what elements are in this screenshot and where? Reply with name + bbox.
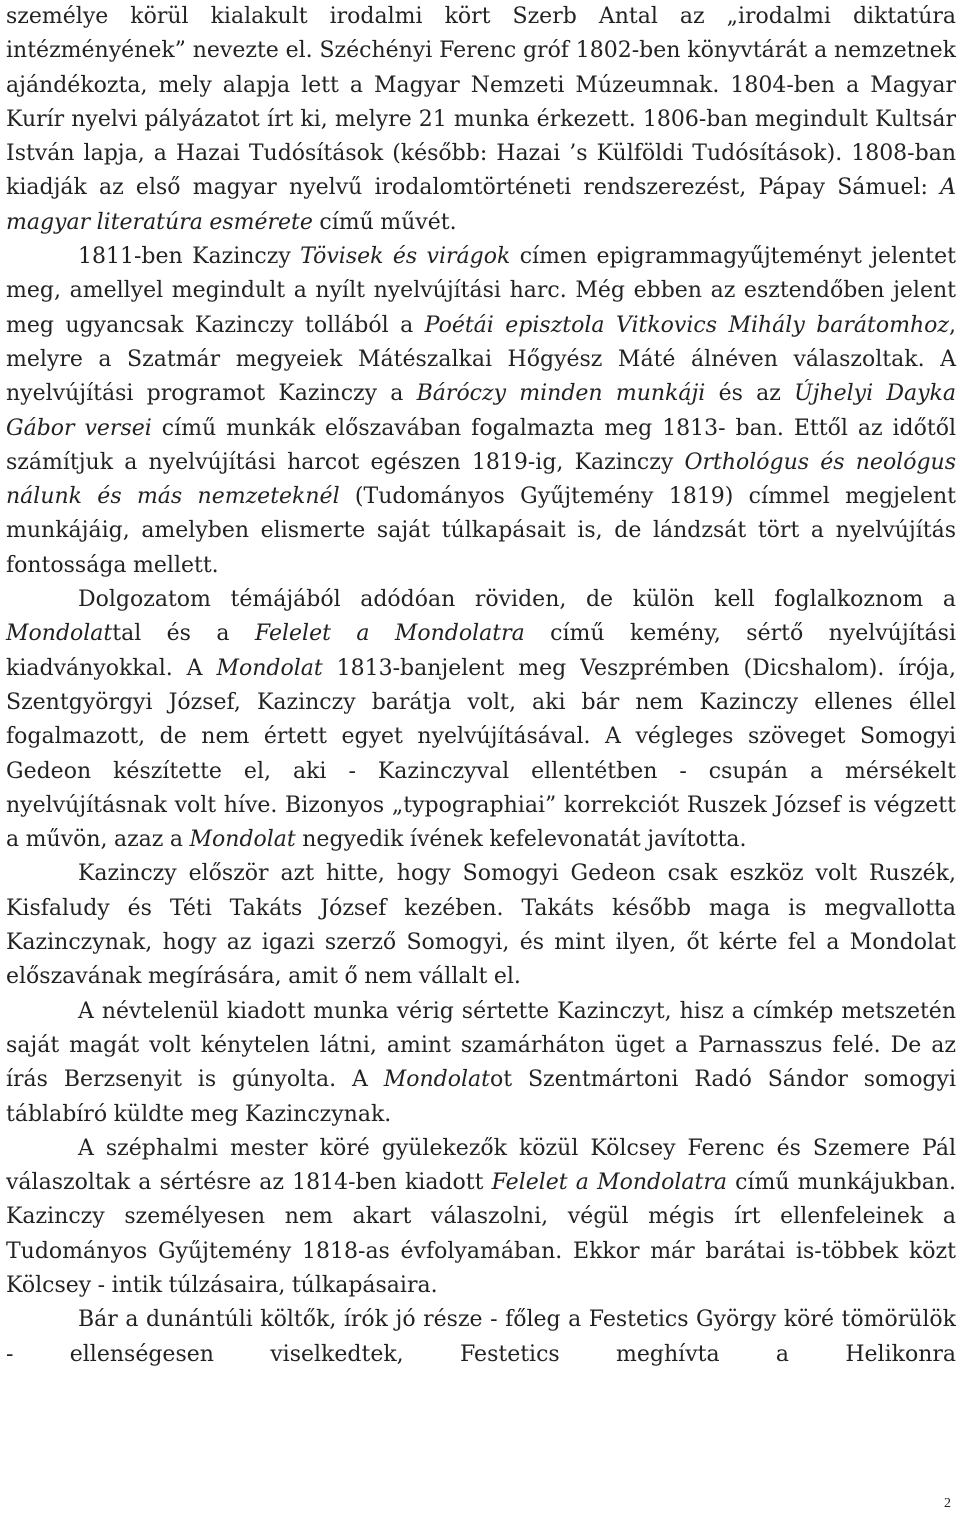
document-body <box>6 0 956 1372</box>
italic-title: Felelet a Mondolatra <box>254 621 525 647</box>
paragraph <box>6 240 956 583</box>
italic-title: Felelet a Mondolatra <box>491 1170 727 1196</box>
text-run: tal és a <box>112 621 255 647</box>
text-run: negyedik ívének kefelevonatát javította. <box>295 827 747 853</box>
italic-title: Mondolat <box>383 1067 490 1093</box>
italic-title: Tövisek és virágok <box>300 244 511 270</box>
text-run: A névtelenül kiadott munka vérig sértette Kazinczyt, hisz a címkép metszetén saját magát volt kénytelen látni, amint szamárháton üget a Parnasszus felé. De az írás Berzsenyit is gúnyolta. A <box>6 998 956 1093</box>
italic-title: Báróczy minden munkáji <box>416 381 706 407</box>
italic-title: Mondolat <box>189 827 296 853</box>
text-run: című kemény, sértő nyelvújítási kiadványokkal. A <box>6 621 956 681</box>
text-run: és az <box>705 381 795 407</box>
page-number: 2 <box>944 1496 951 1511</box>
italic-title: Orthológus és neológus nálunk és más nemzeteknél <box>6 449 957 510</box>
text-run: címen epigrammagyűjteményt jelentet meg, amellyel megindult a nyílt nyelvújítási harc. Még ebben az esztendőben jelent meg ugyancsak Kazinczy tollából a <box>6 244 957 338</box>
text-run: 1811-ben Kazinczy <box>78 244 301 270</box>
italic-title: Mondolat <box>6 621 113 647</box>
text-run: című munkájukban. Kazinczy személyesen nem akart válaszolni, végül mégis írt ellenfeleinek a Tudományos Gyűjtemény 1818-as évfolyamában. Ekkor már barátai is-többek közt Kölcsey - intik túlzásaira, túlkapásaira. <box>6 1170 956 1298</box>
italic-title: A magyar literatúra esmérete <box>6 175 956 235</box>
italic-title: Mondolat <box>216 655 323 681</box>
paragraph <box>6 1303 956 1372</box>
italic-title: Újhelyi Dayka Gábor versei <box>6 381 956 441</box>
text-run: ot Szentmártoni Radó Sándor somogyi táblabíró küldte meg Kazinczynak. <box>6 1067 956 1127</box>
text-run: 1813-banjelent meg Veszprémben (Dicshalom). írója, Szentgyörgyi József, Kazinczy barátja volt, aki bár nem Kazinczy ellenes éllel fogalmazott, de nem értett egyet nyelvújításával. A végleges szöveget Somogyi Gedeon készítette el, aki - Kazinczyval ellentétben - csupán a mérsékelt nyelvújításnak volt híve. Bizonyos „typographiai” korrekciót Ruszek József is végzett a művön, azaz a <box>6 655 956 853</box>
paragraph <box>6 857 956 994</box>
text-run: (Tudományos Gyűjtemény 1819) címmel megjelent munkájáig, amelyben elismerte saját túlkapásait is, de lándzsát tört a nyelvújítás fontossága mellett. <box>6 484 956 578</box>
paragraph <box>6 995 956 1132</box>
text-run: A széphalmi mester köré gyülekezők közül Kölcsey Ferenc és Szemere Pál válaszoltak a sértésre az 1814-ben kiadott <box>6 1135 956 1196</box>
text-run: , melyre a Szatmár megyeiek Mátészalkai Hőgyész Máté álnéven válaszoltak. A nyelvújítási programot Kazinczy a <box>6 312 956 407</box>
text-run: Bár a dunántúli költők, írók jó része - főleg a Festetics György köré tömörülök - ellenségesen viselkedtek, Festetics meghívta a Helikonra <box>6 1307 956 1367</box>
text-run: Kazinczy először azt hitte, hogy Somogyi Gedeon csak eszköz volt Ruszék, Kisfaludy és Téti Takáts József kezében. Takáts később maga is megvallotta Kazinczynak, hogy az igazi szerző Somogyi, és mint ilyen, őt kérte fel a Mondolat előszavának megírására, amit ő nem vállalt el. <box>6 861 956 990</box>
paragraph <box>6 0 956 240</box>
text-run: Dolgozatom témájából adódóan röviden, de külön kell foglalkoznom a <box>78 587 956 613</box>
italic-title: Poétái episztola Vitkovics Mihály barátomhoz <box>424 312 949 338</box>
paragraph <box>6 583 956 857</box>
text-run: személye körül kialakult irodalmi kört Szerb Antal az „irodalmi diktatúra intézményének” nevezte el. Széchényi Ferenc gróf 1802-ben könyvtárát a nemzetnek ajándékozta, mely alapja lett a Magyar Nemzeti Múzeumnak. 1804-ben a Magyar Kurír nyelvi pályázatot írt ki, melyre 21 munka érkezett. 1806-ban megindult Kultsár István lapja, a Hazai Tudósítások (később: Hazai ’s Külföldi Tudósítások). 1808-ban kiadják az első magyar nyelvű irodalomtörténeti rendszerezést, Pápay Sámuel: <box>6 4 956 201</box>
paragraph <box>6 1132 956 1303</box>
text-run: című munkák előszavában fogalmazta meg 1813- ban. Ettől az időtől számítjuk a nyelvújítási harcot egészen 1819-ig, Kazinczy <box>6 415 956 475</box>
text-run: című művét. <box>312 209 457 235</box>
